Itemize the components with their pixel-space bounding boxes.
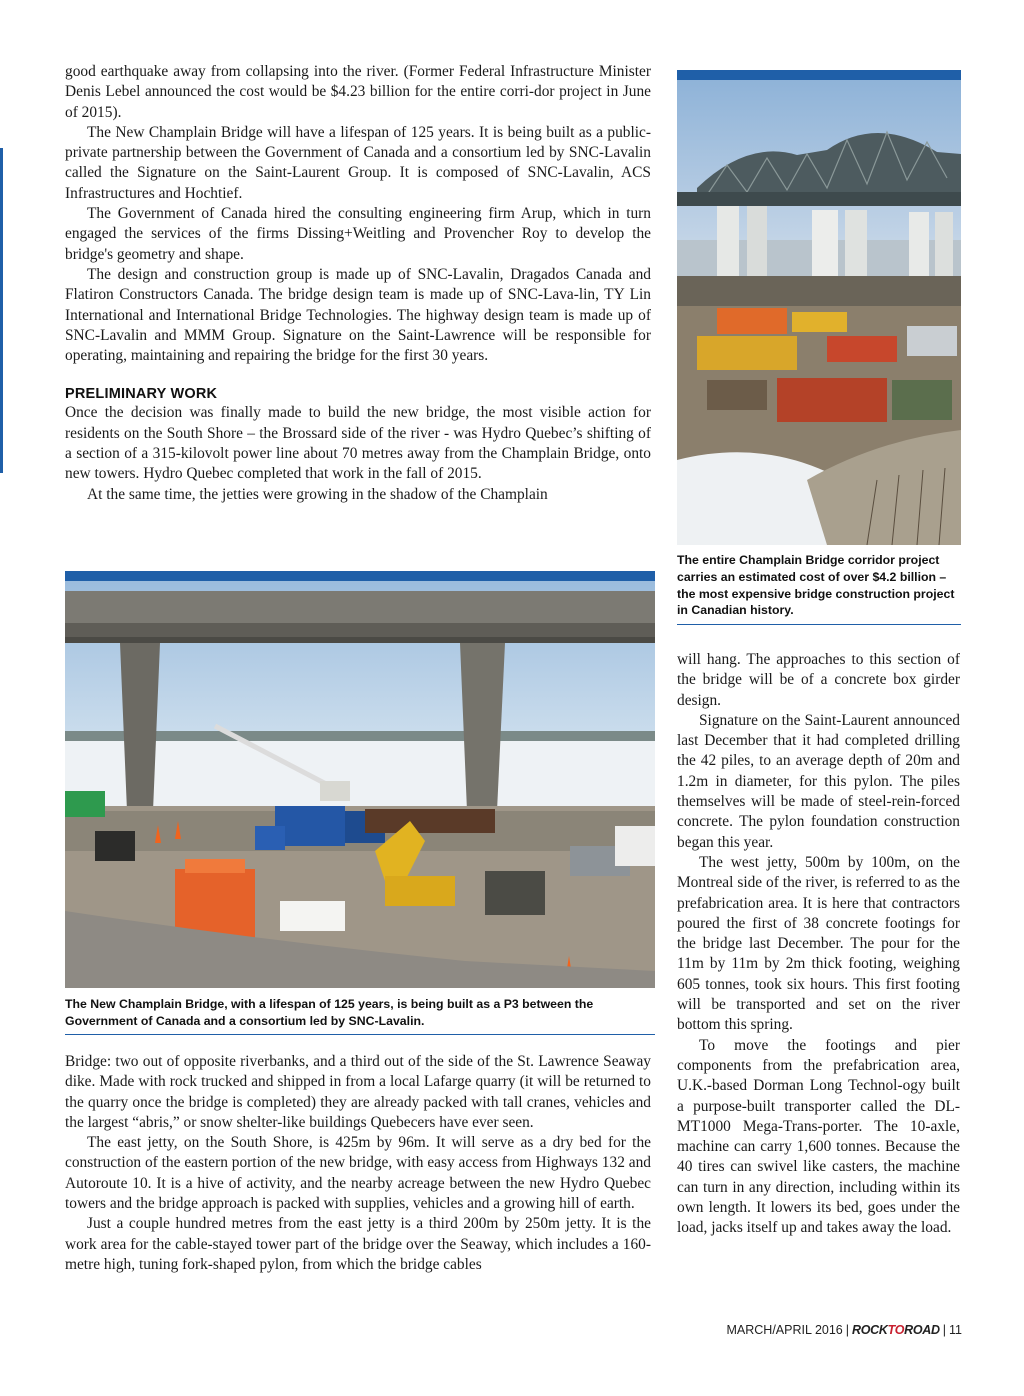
paragraph: The east jetty, on the South Shore, is 425m by 96m. It will serve as a dry bed for the construction of the eastern portion of the new bridge, with easy access from Highways 132 and Autoroute 10. It is a hive of activity, and the nearby acreage between the new Hydro Quebec towers and the bridge approach is packed with supplies, vehicles and a growing hill of earth. [65, 1134, 651, 1213]
paragraph: To move the footings and pier components from the prefabrication area, U.K.-based Dorman Long Technol-ogy built a purpose-built transporter called the DL-MT1000 Mega-Trans-porter. The 10-axle, machine can carry 1,600 tonnes. Because the 40 tires can swivel like casters, the machine can turn in any direction, including within its own length. It lowers its bed, goes under the load, jacks itself up and takes away the load. [677, 1036, 960, 1237]
photo-champlain-bridge-yard [677, 70, 961, 545]
paragraph: Bridge: two out of opposite riverbanks, and a third out of the side of the St. Lawrence Seaway dike. Made with rock trucked and shipped in from a local Lafarge quarry (it will be returned to the quarry once the bridge is completed) they are already packed with tall cranes, vehicles and the largest “abris,” or snow shelter-like buildings Quebecers have ever seen. [65, 1053, 651, 1131]
photo-top-bar [677, 70, 961, 80]
logo-road: ROAD [904, 1323, 940, 1337]
paragraph: The Government of Canada hired the consulting engineering firm Arup, which in turn engaged the services of the firms Dissing+Weitling and Provencher Roy to develop the bridge's geometry and shape. [65, 205, 651, 263]
issue-date: MARCH/APRIL 2016 [726, 1323, 843, 1337]
page-number: 11 [949, 1323, 962, 1337]
bridge-yard-illustration [677, 80, 961, 545]
paragraph: Once the decision was finally made to build the new bridge, the most visible action for residents on the South Shore – the Brossard side of the river - was Hydro Quebec’s shifting of a section of a 315-kilovolt power line about 70 metres away from the Champlain Bridge, onto new towers. Hydro Quebec completed that work in the fall of 2015. [65, 404, 651, 483]
caption-rule [677, 624, 961, 625]
paragraph: good earthquake away from collapsing into the river. (Former Federal Infrastructure Minister Denis Lebel announced the cost would be $4.23 billion for the entire corri-dor project in June of 2015). [65, 63, 651, 121]
logo-to: TO [887, 1323, 905, 1337]
paragraph: The New Champlain Bridge will have a lifespan of 125 years. It is being built as a public-private partnership between the Government of Canada and a consortium led by SNC-Lavalin called the Signature on the Saint-Laurent Group. It is composed of SNC-Lavalin, ACS Infrastructures and Hochtief. [65, 123, 651, 202]
photo-caption-left: The New Champlain Bridge, with a lifespan of 125 years, is being built as a P3 between the Government of Canada and a consortium led by SNC-Lavalin. [65, 997, 594, 1028]
paragraph: will hang. The approaches to this section of the bridge will be of a concrete box girder design. [677, 651, 960, 709]
paragraph: Signature on the Saint-Laurent announced last December that it had completed drilling the 42 piles, to an average depth of 20m and 1.2m in diameter, for this pylon. The piles themselves will be made of steel-rein-forced concrete. The pylon foundation construction began this year. [677, 711, 960, 851]
magazine-logo [852, 1323, 940, 1337]
right-column [677, 650, 960, 1239]
page-footer: MARCH/APRIL 2016 | ROCKTOROAD | 11 [726, 1323, 962, 1337]
left-column-bottom [65, 1052, 651, 1275]
paragraph: Just a couple hundred metres from the east jetty is a third 200m by 250m jetty. It is the work area for the cable-stayed tower part of the bridge over the Seaway, which includes a 160-metre high, tuning fork-shaped pylon, from which the bridge cables [65, 1215, 651, 1273]
paragraph: The west jetty, 500m by 100m, on the Montreal side of the river, is referred to as the prefabrication area. It is here that contractors poured the first of 38 concrete footings for the bridge last December. The pour for the 11m by 11m by 2m thick footing, weighing 605 tonnes, took six hours. This first footing will be transported and set on the river bottom this spring. [677, 853, 960, 1034]
photo-jetty-construction [65, 571, 655, 988]
photo-top-bar [65, 571, 655, 581]
caption-rule [65, 1034, 655, 1035]
logo-rock: ROCK [852, 1323, 888, 1337]
left-column-top [65, 62, 651, 505]
photo-caption-right: The entire Champlain Bridge corridor project carries an estimated cost of over $4.2 billion – the most expensive bridge construction project in Canadian history. [677, 553, 955, 618]
paragraph: At the same time, the jetties were growing in the shadow of the Champlain [87, 485, 548, 503]
paragraph: The design and construction group is made up of SNC-Lavalin, Dragados Canada and Flatiron Constructors Canada. The bridge design team is made up of SNC-Lava-lin, TY Lin International and International Bridge Technologies. The highway design team is made up of SNC-Lavalin and MMM Group. Signature on the Saint-Lawrence will be responsible for operating, maintaining and repairing the bridge for the first 30 years. [65, 265, 651, 365]
page-edge-accent [0, 148, 3, 473]
subheading-preliminary-work: PRELIMINARY WORK [65, 386, 218, 403]
jetty-illustration [65, 581, 655, 988]
